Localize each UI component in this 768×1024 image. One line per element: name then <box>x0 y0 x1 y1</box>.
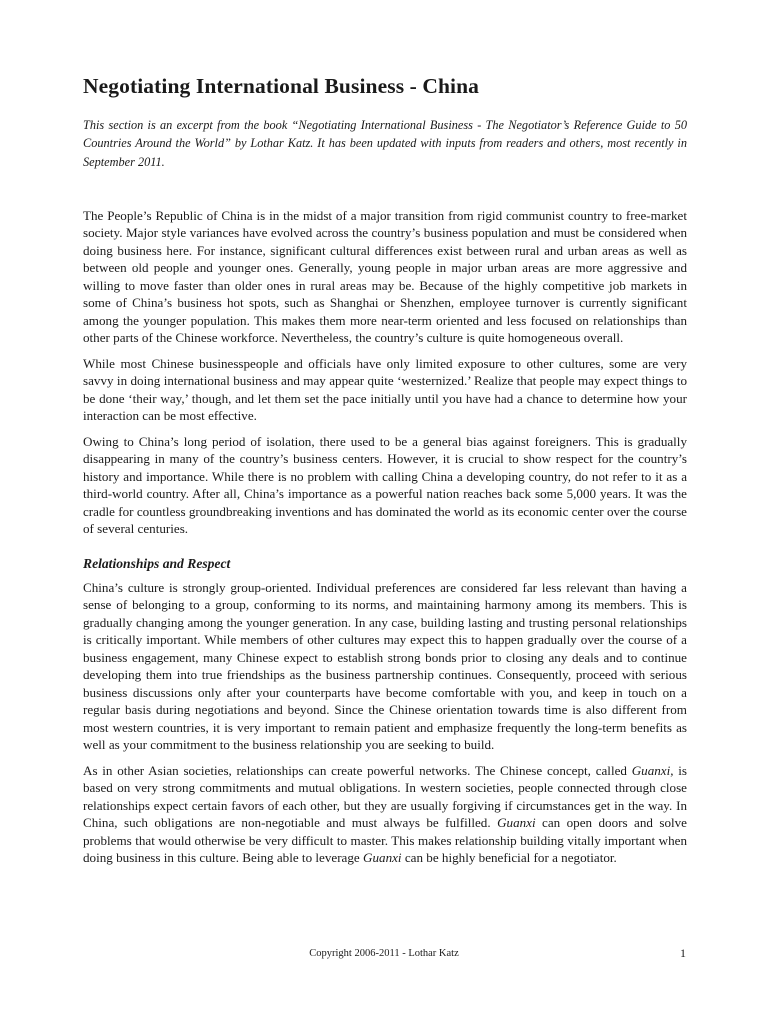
excerpt-note: This section is an excerpt from the book “Negotiating International Business - The Negotiator’s Reference Guide to 50 Countries Around the World” by Lothar Katz. It has been updated with inputs from readers and others, most recently in September 2011. <box>83 118 687 169</box>
text-span: , is based on very strong commitments and mutual obligations. In western societies, people connected through close relationships expect certain favors of each other, but they are usually forgiving if circumstances get in the way. In China, such obligations are non-negotiable and must always be fulfilled. <box>83 762 688 831</box>
intro-paragraph-3: Owing to China’s long period of isolation, there used to be a general bias against foreigners. This is gradually disappearing in many of the country’s business centers. However, it is crucial to show respect for the country’s history and importance. While there is no problem with calling China a developing country, do not refer to it as a third-world country. After all, China’s importance as a powerful nation reaches back some 5,000 years. It was the cradle for countless groundbreaking inventions and has dominated the world as its economic center over the course of several centuries. <box>83 433 687 537</box>
section-paragraph-1: China’s culture is strongly group-oriented. Individual preferences are considered far less relevant than having a sense of belonging to a group, conforming to its norms, and maintaining harmony among its members. This is gradually changing among the younger generation. In any case, building lasting and trusting personal relationships is critically important. While members of other cultures may expect this to happen gradually over the course of a business engagement, many Chinese expect to establish strong bonds prior to closing any deals and to continue developing them into true friendships as the business partnership continues. Consequently, proceed with serious business discussions only after your counterparts have become comfortable with you, and keep in touch on a regular basis during negotiations and beyond. Since the Chinese orientation towards time is also different from most western countries, it is very important to remain patient and emphasize frequently the long-term benefits as well as your commitment to the business relationship you are seeking to build. <box>83 579 687 753</box>
guanxi-term: Guanxi <box>497 815 536 831</box>
intro-paragraph-1: The People’s Republic of China is in the midst of a major transition from rigid communist country to free-market society. Major style variances have evolved across the country’s business population and must be considered when doing business here. For instance, significant cultural differences exist between rural and urban areas as well as between old people and younger ones. Generally, young people in major urban areas are more aggressive and willing to move faster than older ones in rural areas may be. Because of the highly competitive job markets in some of China’s business hot spots, such as Shanghai or Shenzhen, employee turnover is currently significant among the younger population. This makes them more near-term oriented and less focused on relationships than other parts of the Chinese workforce. Nevertheless, the country’s culture is quite homogeneous overall. <box>83 207 687 346</box>
page-title: Negotiating International Business - China <box>83 74 480 98</box>
section-heading: Relationships and Respect <box>83 555 231 571</box>
page-footer: Copyright 2006-2011 - Lothar Katz <box>309 948 459 959</box>
section-paragraph-2 <box>83 762 687 867</box>
intro-paragraph-2: While most Chinese businesspeople and officials have only limited exposure to other cultures, some are very savvy in doing international business and may appear quite ‘westernized.’ Realize that people may expect things to be done ‘their way,’ though, and let them set the pace initially until you have had a chance to determine how your interaction can be most effective. <box>83 355 687 424</box>
guanxi-term: Guanxi <box>631 762 671 778</box>
document-page <box>83 74 687 875</box>
text-span: As in other Asian societies, relationships can create powerful networks. The Chinese concept, called <box>83 762 632 778</box>
text-span: can be highly beneficial for a negotiator. <box>401 850 617 866</box>
text-span: can open doors and solve problems that would otherwise be very difficult to master. This makes relationship building vitally important when doing business in this culture. Being able to leverage <box>83 815 687 866</box>
page-number: 1 <box>680 946 686 960</box>
guanxi-term: Guanxi <box>363 850 402 866</box>
